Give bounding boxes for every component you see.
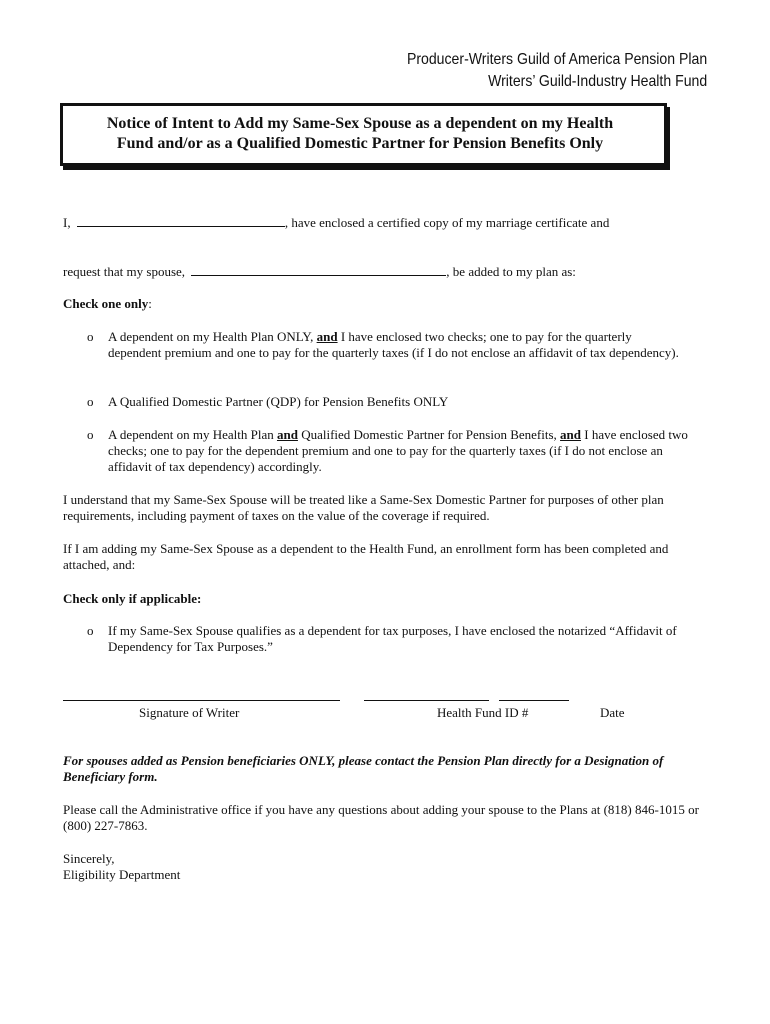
page-title	[90, 114, 630, 154]
option3-and-2: and	[560, 427, 582, 442]
writer-name-line	[63, 214, 609, 231]
signature-label: Signature of Writer	[139, 705, 240, 720]
option1-text	[108, 329, 688, 361]
option3-part-b: Qualified Domestic Partner for Pension Benefits,	[301, 427, 557, 442]
option2-text: A Qualified Domestic Partner (QDP) for Pension Benefits ONLY	[108, 394, 449, 409]
closing-department: Eligibility Department	[63, 867, 181, 882]
writer-name-field[interactable]	[77, 214, 285, 227]
date-field[interactable]	[499, 699, 569, 701]
document-header	[407, 49, 707, 93]
option3-part-c: I have enclosed two checks; one to pay for the dependent premium and one to pay for the quarterly taxes (if I do not enclose an affidavit of tax dependency) accordingly.	[108, 427, 688, 474]
writer-signature-field[interactable]	[63, 699, 340, 701]
i-prefix: I,	[63, 215, 71, 230]
title-line-2: Fund and/or as a Qualified Domestic Partner for Pension Benefits Only	[116, 135, 604, 152]
option2-checkbox[interactable]: o	[87, 394, 94, 409]
closing-sincerely: Sincerely,	[63, 851, 115, 866]
title-line-1: Notice of Intent to Add my Same-Sex Spouse as a dependent on my Health	[106, 115, 614, 132]
enrollment-paragraph: If I am adding my Same-Sex Spouse as a dependent to the Health Fund, an enrollment form has been completed and attached, and:	[63, 541, 669, 572]
option3-checkbox[interactable]: o	[87, 427, 94, 442]
beneficiary-note: For spouses added as Pension beneficiaries ONLY, please contact the Pension Plan directly for a Designation of Beneficiary form.	[63, 753, 664, 784]
request-suffix: , be added to my plan as:	[446, 264, 576, 279]
affidavit-checkbox[interactable]: o	[87, 623, 94, 638]
check-one-heading	[63, 296, 713, 312]
contact-paragraph: Please call the Administrative office if you have any questions about adding your spouse to the Plans at (818) 846-1015 or (800) 227-7863.	[63, 802, 699, 833]
health-fund-id-field[interactable]	[364, 699, 489, 701]
date-label: Date	[600, 705, 625, 720]
same-sex-treatment-paragraph: I understand that my Same-Sex Spouse will be treated like a Same-Sex Domestic Partner for purposes of other plan requirements, including payment of taxes on the value of the coverage if required.	[63, 492, 664, 523]
request-prefix: request that my spouse,	[63, 264, 186, 279]
check-one-label: Check one only	[63, 296, 149, 311]
spouse-name-field[interactable]	[191, 263, 446, 276]
i-suffix: , have enclosed a certified copy of my marriage certificate and	[284, 215, 610, 230]
option1-part-a: A dependent on my Health Plan ONLY,	[108, 329, 314, 344]
option1-and: and	[316, 329, 338, 344]
affidavit-text: If my Same-Sex Spouse qualifies as a dependent for tax purposes, I have enclosed the notarized “Affidavit of Dependency for Tax Purposes.”	[108, 623, 677, 654]
option3-text	[108, 427, 688, 475]
option3-and-1: and	[276, 427, 298, 442]
option1-checkbox[interactable]: o	[87, 329, 94, 344]
option1-part-b: I have enclosed two checks; one to pay for the quarterly dependent premium and one to pay for the quarterly taxes (if I do not enclose an affidavit of tax dependency).	[108, 329, 679, 360]
health-fund-id-label: Health Fund ID #	[437, 705, 529, 720]
spouse-name-line	[63, 263, 576, 280]
health-fund-name: Writers’ Guild-Industry Health Fund	[487, 73, 707, 90]
option3-part-a: A dependent on my Health Plan	[108, 427, 274, 442]
check-applicable-heading: Check only if applicable:	[63, 591, 202, 606]
pension-plan-name: Producer-Writers Guild of America Pension Plan	[406, 51, 707, 68]
check-one-colon: :	[148, 296, 152, 311]
